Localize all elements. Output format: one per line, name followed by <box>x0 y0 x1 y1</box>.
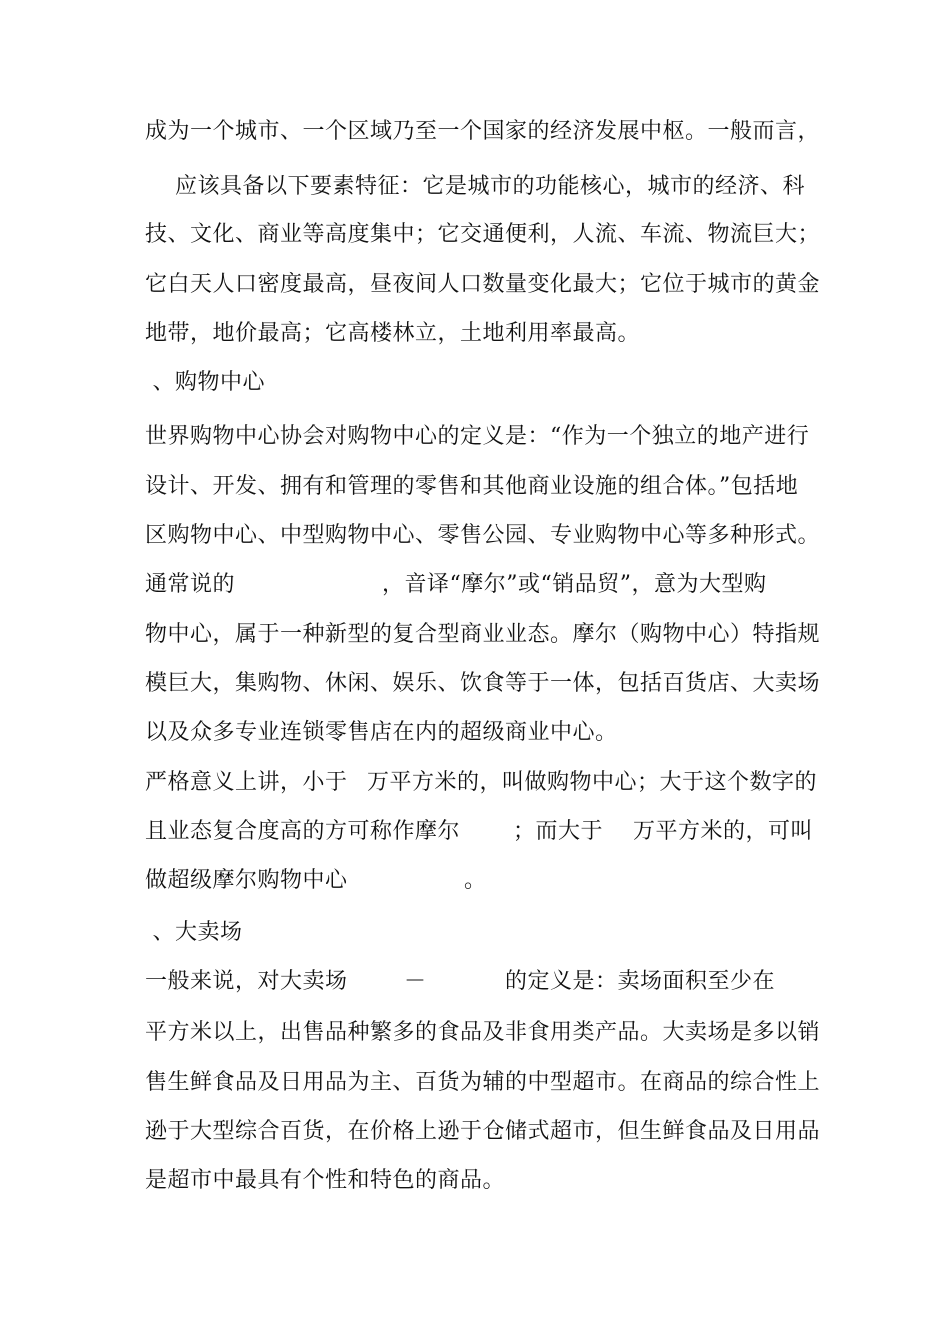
text-line-segment: 万平方米的，叫做购物中心；大于这个数字的 <box>367 770 818 795</box>
section-heading: 、购物中心 <box>145 370 265 395</box>
text-line-segment: 严格意义上讲，小于 <box>145 770 348 795</box>
text-line: 逊于大型综合百货，在价格上逊于仓储式超市，但生鲜食品及日用品 <box>145 1119 821 1144</box>
section-heading: 、大卖场 <box>145 920 243 945</box>
text-line-segment: 且业态复合度高的方可称作摩尔 <box>145 819 461 844</box>
text-line-segment: 一般来说，对大卖场 <box>145 969 348 994</box>
text-line: 地带，地价最高；它高楼林立，土地利用率最高。 <box>145 321 641 346</box>
text-line: 是超市中最具有个性和特色的商品。 <box>145 1168 506 1193</box>
text-line-segment: ；而大于 <box>513 819 604 844</box>
text-line: 以及众多专业连锁零售店在内的超级商业中心。 <box>145 720 618 745</box>
text-line-segment: 的定义是：卖场面积至少在 <box>505 969 776 994</box>
text-line: 区购物中心、中型购物中心、零售公园、专业购物中心等多种形式。 <box>145 523 821 548</box>
text-line-segment: 万平方米的，可叫 <box>633 819 814 844</box>
text-line-segment: 通常说的 <box>145 572 236 597</box>
text-line: 售生鲜食品及日用品为主、百货为辅的中型超市。在商品的综合性上 <box>145 1070 821 1095</box>
text-line: 成为一个城市、一个区域乃至一个国家的经济发展中枢。一般而言， <box>145 119 821 144</box>
text-line: 模巨大，集购物、休闲、娱乐、饮食等于一体，包括百货店、大卖场 <box>145 671 821 696</box>
text-line-segment: 。 <box>464 868 487 893</box>
text-line: 物中心，属于一种新型的复合型商业业态。摩尔（购物中心）特指规 <box>145 622 821 647</box>
text-line: 设计、开发、拥有和管理的零售和其他商业设施的组合体。”包括地 <box>145 474 799 499</box>
text-line-segment: ，音译“摩尔”或“销品贸”，意为大型购 <box>382 572 767 597</box>
text-line: 它白天人口密度最高，昼夜间人口数量变化最大；它位于城市的黄金 <box>145 272 821 297</box>
text-line-segment: 做超级摩尔购物中心 <box>145 868 348 893</box>
text-line: 应该具备以下要素特征：它是城市的功能核心，城市的经济、科 <box>145 174 805 199</box>
text-line-segment: － <box>404 969 427 994</box>
text-line: 世界购物中心协会对购物中心的定义是：“作为一个独立的地产进行 <box>145 424 810 449</box>
text-line: 平方米以上，出售品种繁多的食品及非食用类产品。大卖场是多以销 <box>145 1020 821 1045</box>
text-line: 技、文化、商业等高度集中；它交通便利，人流、车流、物流巨大； <box>145 222 821 247</box>
